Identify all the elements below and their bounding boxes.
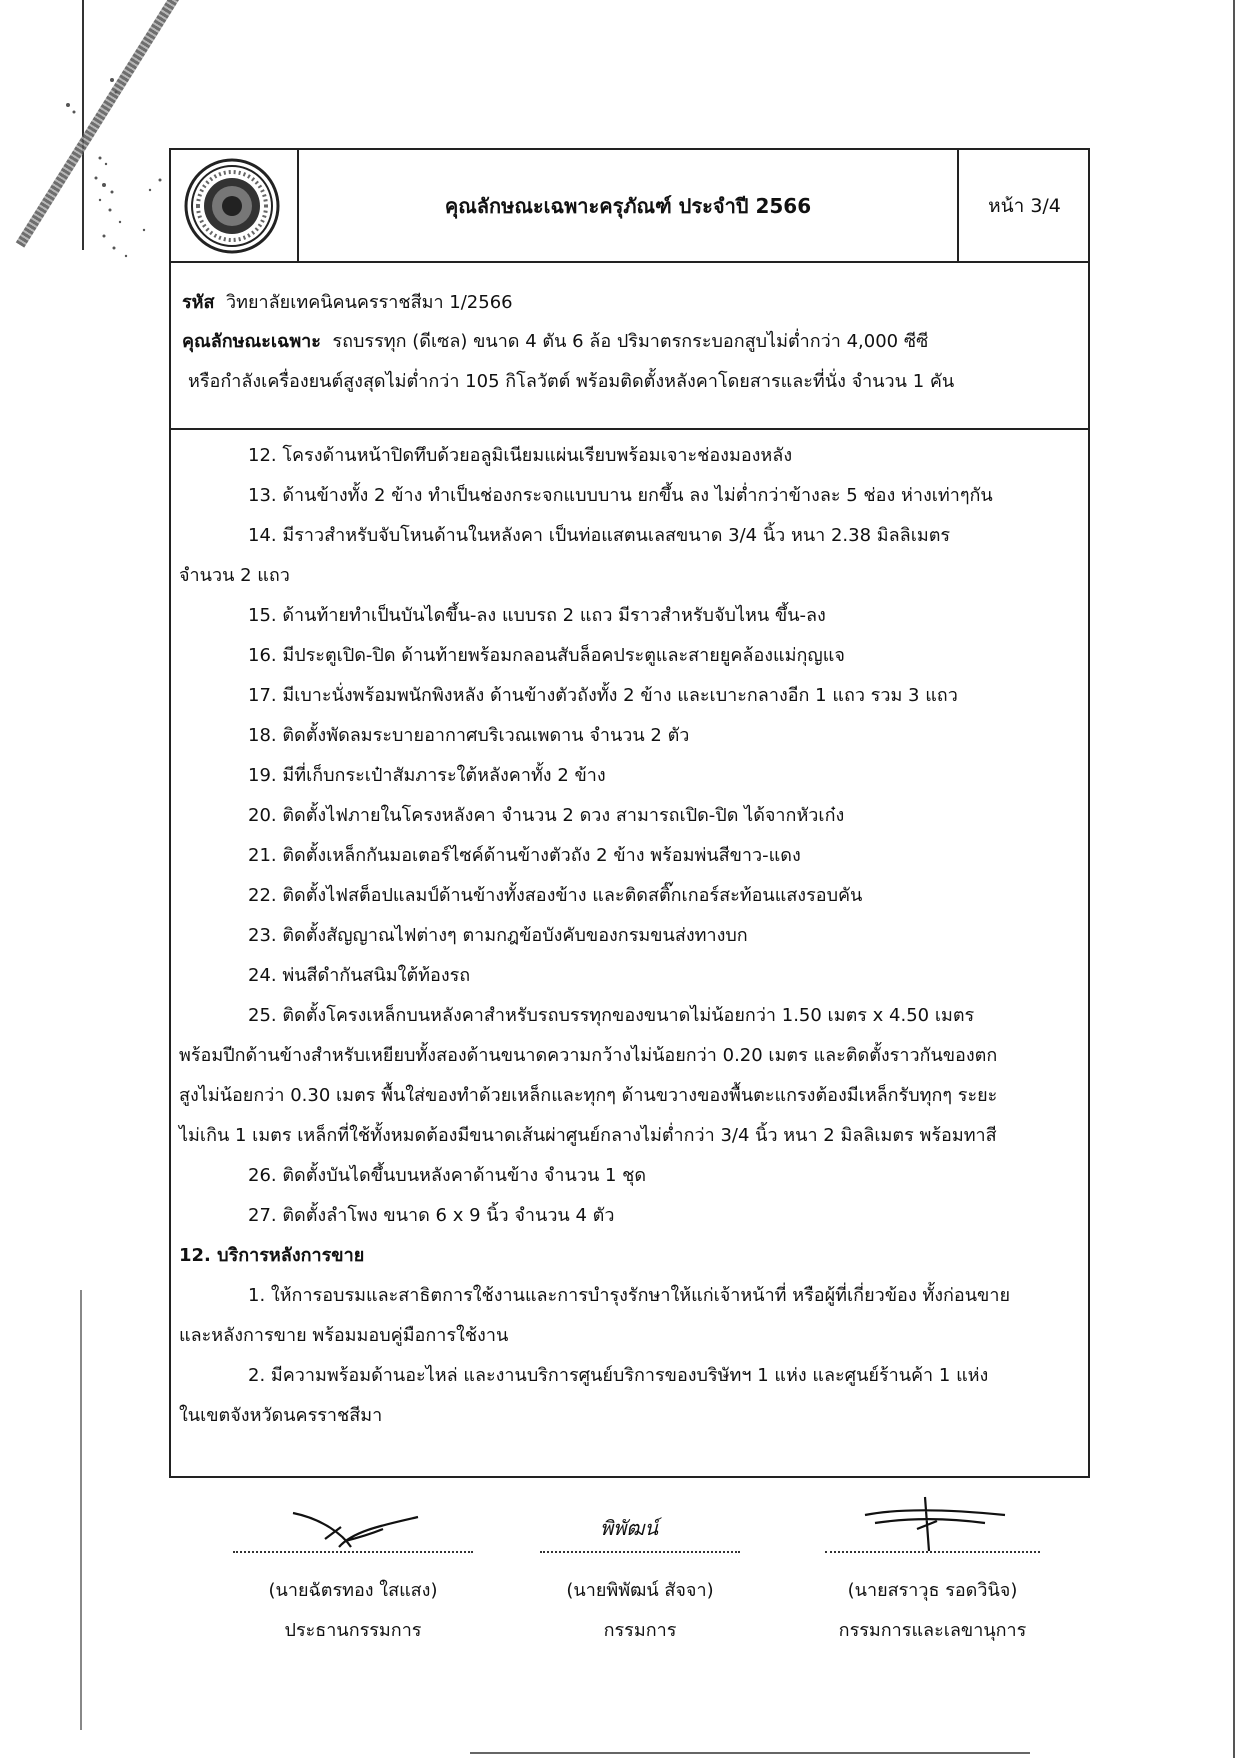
spec-item-18: 18. ติดตั้งพัดลมระบายอากาศบริเวณเพดาน จำนวน 2 ตัว <box>248 725 690 746</box>
spec-item-25-cont-1: พร้อมปีกด้านข้างสำหรับเหยียบทั้งสองด้านขนาดความกว้างไม่น้อยกว่า 0.20 เมตร และติดตั้งราวกันของตก <box>179 1045 998 1066</box>
signature-line <box>233 1551 473 1553</box>
college-seal-logo <box>184 158 280 254</box>
spec-item-25-cont-3: ไม่เกิน 1 เมตร เหล็กที่ใช้ทั้งหมดต้องมีขนาดเส้นผ่าศูนย์กลางไม่ต่ำกว่า 3/4 นิ้ว หนา 2 มิลลิเมตร พร้อมทาสี <box>179 1125 997 1146</box>
handwritten-signature-2 <box>540 1485 740 1555</box>
spec-item-13: 13. ด้านข้างทั้ง 2 ข้าง ทำเป็นช่องกระจกแบบบาน ยกขึ้น ลง ไม่ต่ำกว่าข้างละ 5 ช่อง ห่างเท่าๆกัน <box>248 485 993 506</box>
signer-name: (นายสราวุธ รอดวินิจ) <box>847 1580 1018 1601</box>
handwritten-signature-3 <box>825 1485 1040 1555</box>
section-after-sales-heading: 12. บริการหลังการขาย <box>179 1245 365 1266</box>
after-sales-item-1-cont: และหลังการขาย พร้อมมอบคู่มือการใช้งาน <box>179 1325 509 1346</box>
spec-text-1: รถบรรทุก (ดีเซล) ขนาด 4 ตัน 6 ล้อ ปริมาตรกระบอกสูบไม่ต่ำกว่า 4,000 ซีซี <box>332 331 929 352</box>
spec-item-15: 15. ด้านท้ายทำเป็นบันไดขึ้น-ลง แบบรถ 2 แถว มีราวสำหรับจับไหน ขึ้น-ลง <box>248 605 826 626</box>
after-sales-item-2: 2. มีความพร้อมด้านอะไหล่ และงานบริการศูนย์บริการของบริษัทฯ 1 แห่ง และศูนย์ร้านค้า 1 แห่ง <box>248 1365 989 1386</box>
scan-edge-right <box>1233 0 1235 1758</box>
page-number: หน้า 3/4 <box>988 194 1061 217</box>
signer-role: กรรมการและเลขานุการ <box>838 1620 1027 1641</box>
scan-edge-bottom <box>470 1752 1030 1754</box>
signature-script: พิพัฒน์ <box>600 1516 659 1540</box>
specification-sheet <box>169 148 1090 1478</box>
item-info <box>171 263 1088 430</box>
signer-name: (นายพิพัฒน์ สัจจา) <box>566 1580 714 1601</box>
spec-item-14-cont: จำนวน 2 แถว <box>179 565 290 586</box>
header-row <box>171 150 1088 263</box>
scan-edge-left-lower <box>80 1290 82 1730</box>
title-cell <box>299 150 959 261</box>
logo-cell <box>171 150 299 261</box>
signature-line <box>825 1551 1040 1553</box>
handwritten-signature-1 <box>233 1485 473 1555</box>
spec-item-20: 20. ติดตั้งไฟภายในโครงหลังคา จำนวน 2 ดวง สามารถเปิด-ปิด ได้จากหัวเก๋ง <box>248 805 845 826</box>
code-label: รหัส <box>182 292 215 313</box>
after-sales-item-1: 1. ให้การอบรมและสาธิตการใช้งานและการบำรุงรักษาให้แก่เจ้าหน้าที่ หรือผู้ที่เกี่ยวข้อง ทั้งก่อนขาย <box>248 1285 1010 1306</box>
spec-item-21: 21. ติดตั้งเหล็กกันมอเตอร์ไซค์ด้านข้างตัวถัง 2 ข้าง พร้อมพ่นสีขาว-แดง <box>248 845 801 866</box>
signer-role: ประธานกรรมการ <box>284 1620 422 1641</box>
spec-line-2: หรือกำลังเครื่องยนต์สูงสุดไม่ต่ำกว่า 105 กิโลวัตต์ พร้อมติดตั้งหลังคาโดยสารและที่นั่ง จำนวน 1 คัน <box>188 371 955 392</box>
spec-item-17: 17. มีเบาะนั่งพร้อมพนักพิงหลัง ด้านข้างตัวถังทั้ง 2 ข้าง และเบาะกลางอีก 1 แถว รวม 3 แถว <box>248 685 958 706</box>
spec-item-19: 19. มีที่เก็บกระเป๋าสัมภาระใต้หลังคาทั้ง 2 ข้าง <box>248 765 606 786</box>
signer-name: (นายฉัตรทอง ใสแสง) <box>268 1580 438 1601</box>
spec-line-1 <box>182 326 928 355</box>
document-title: คุณลักษณะเฉพาะครุภัณฑ์ ประจำปี 2566 <box>444 193 812 218</box>
spec-item-14: 14. มีราวสำหรับจับโหนด้านในหลังคา เป็นท่อแสตนเลสขนาด 3/4 นิ้ว หนา 2.38 มิลลิเมตร <box>248 525 951 546</box>
spec-item-25-cont-2: สูงไม่น้อยกว่า 0.30 เมตร พื้นใส่ของทำด้วยเหล็กและทุกๆ ด้านขวางของพื้นตะแกรงต้องมีเหล็กรับทุกๆ ระยะ <box>179 1085 998 1106</box>
spec-item-27: 27. ติดตั้งลำโพง ขนาด 6 x 9 นิ้ว จำนวน 4 ตัว <box>248 1205 615 1226</box>
signature-line <box>540 1551 740 1553</box>
signer-role: กรรมการ <box>603 1620 677 1641</box>
spec-label: คุณลักษณะเฉพาะ <box>182 331 321 352</box>
spec-item-24: 24. พ่นสีดำกันสนิมใต้ท้องรถ <box>248 965 471 986</box>
after-sales-item-2-cont: ในเขตจังหวัดนครราชสีมา <box>179 1405 383 1426</box>
spec-item-26: 26. ติดตั้งบันไดขึ้นบนหลังคาด้านข้าง จำนวน 1 ชุด <box>248 1165 647 1186</box>
spec-item-25: 25. ติดตั้งโครงเหล็กบนหลังคาสำหรับรถบรรทุกของขนาดไม่น้อยกว่า 1.50 เมตร x 4.50 เมตร <box>248 1005 975 1026</box>
spec-item-22: 22. ติดตั้งไฟสต็อปแลมป์ด้านข้างทั้งสองข้าง และติดสติ๊กเกอร์สะท้อนแสงรอบคัน <box>248 885 863 906</box>
code-line <box>182 287 513 316</box>
spec-item-23: 23. ติดตั้งสัญญาณไฟต่างๆ ตามกฎข้อบังคับของกรมขนส่งทางบก <box>248 925 748 946</box>
spec-item-12: 12. โครงด้านหน้าปิดทึบด้วยอลูมิเนียมแผ่นเรียบพร้อมเจาะช่องมองหลัง <box>248 445 793 466</box>
spec-item-16: 16. มีประตูเปิด-ปิด ด้านท้ายพร้อมกลอนสับล็อคประตูและสายยูคล้องแม่กุญแจ <box>248 645 845 666</box>
code-value: วิทยาลัยเทคนิคนครราชสีมา 1/2566 <box>225 292 513 313</box>
